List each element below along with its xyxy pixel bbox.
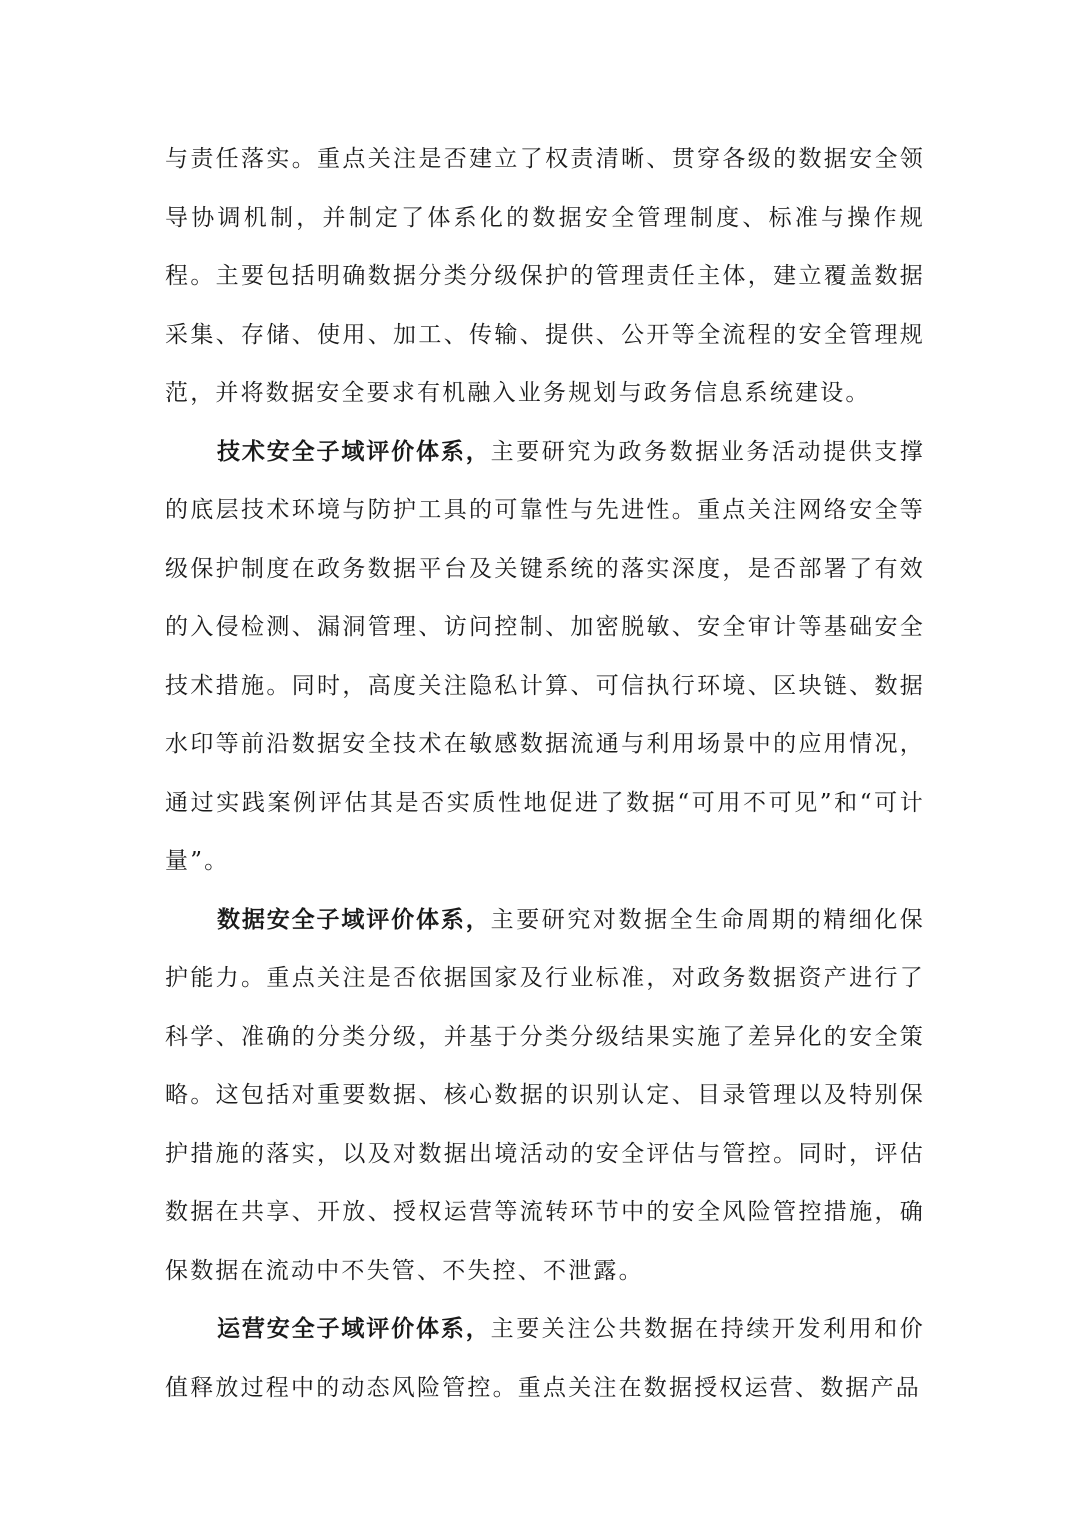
- paragraph-text: 主要研究对数据全生命周期的精细化保护能力。重点关注是否依据国家及行业标准，对政务数据资产进行了科学、准确的分类分级，并基于分类分级结果实施了差异化的安全策略。这包括对重要数据、核心数据的识别认定、目录管理以及特别保护措施的落实，以及对数据出境活动的安全评估与管控。同时，评估数据在共享、开放、授权运营等流转环节中的安全风险管控措施，确保数据在流动中不失管、不失控、不泄露。: [165, 906, 926, 1284]
- paragraph-operations-security: [165, 1300, 925, 1417]
- paragraph-text: 主要关注公共数据在持续开发利用和价值释放过程中的动态风险管控。重点关注在数据授权运营、数据产品: [165, 1316, 926, 1401]
- paragraph-lead: 数据安全子域评价体系，: [217, 905, 491, 933]
- paragraph-lead: 运营安全子域评价体系，: [217, 1315, 491, 1342]
- document-body: [165, 130, 925, 1417]
- paragraph-text: 与责任落实。重点关注是否建立了权责清晰、贯穿各级的数据安全领导协调机制，并制定了体系化的数据安全管理制度、标准与操作规程。主要包括明确数据分类分级保护的管理责任主体，建立覆盖数据采集、存储、使用、加工、传输、提供、公开等全流程的安全管理规范，并将数据安全要求有机融入业务规划与政务信息系统建设。: [165, 146, 925, 406]
- paragraph-continuation: [165, 130, 925, 423]
- paragraph-text: 主要研究为政务数据业务活动提供支撑的底层技术环境与防护工具的可靠性与先进性。重点关注网络安全等级保护制度在政务数据平台及关键系统的落实深度，是否部署了有效的入侵检测、漏洞管理、访问控制、加密脱敏、安全审计等基础安全技术措施。同时，高度关注隐私计算、可信执行环境、区块链、数据水印等前沿数据安全技术在敏感数据流通与利用场景中的应用情况，通过实践案例评估其是否实质性地促进了数据“可用不可见”和“可计量”。: [165, 438, 926, 874]
- paragraph-technical-security: [165, 423, 925, 891]
- paragraph-lead: 技术安全子域评价体系，: [217, 437, 491, 465]
- paragraph-data-security: [165, 891, 925, 1301]
